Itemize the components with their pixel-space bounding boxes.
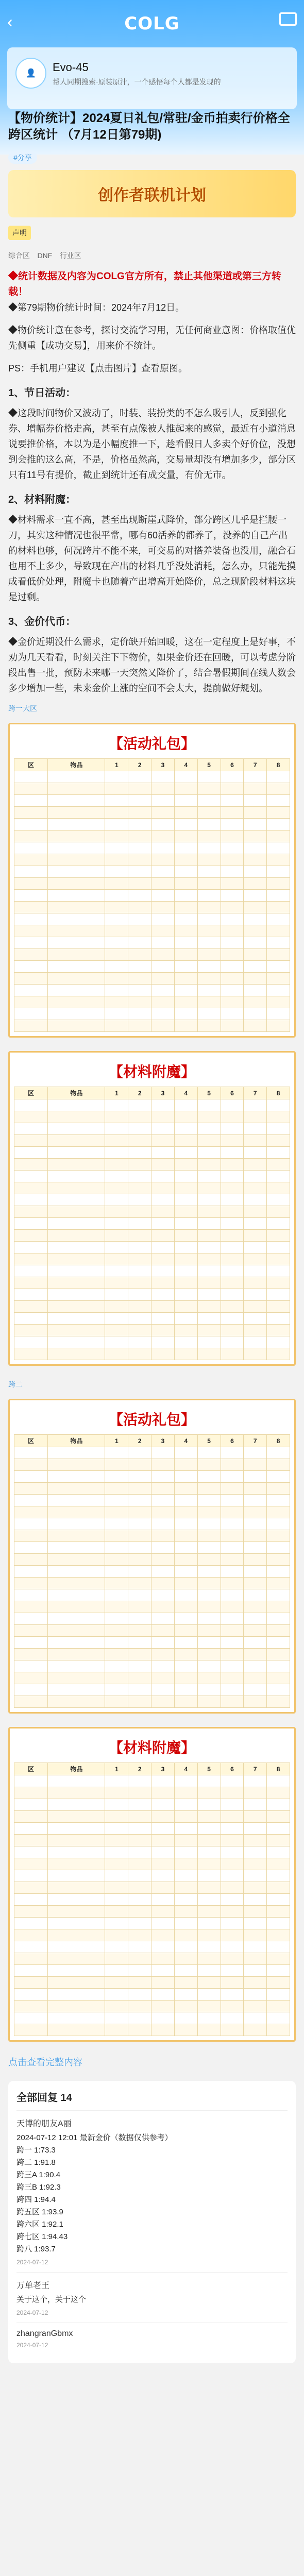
comment-item — [16, 2272, 288, 2323]
section-body-2: ◆材料需求一直不高，甚至出现断崖式降价，部分跨区几乎是拦腰一刀，其实这种情况也很平常，哪有60活养的都养了，没养的自己产出的材料也够，何况跨片不能不来，可交易的对搭养装备也没用，融合石也用不上多少，导致现在产出的材料几乎没处消耗，怎么办，只能先摸成看低价处理，附魔卡也随着产出增高开始降价，总之现阶段材料这块是过剩。 — [8, 515, 296, 602]
price-table: 区 物品 1 2 3 4 5 6 7 8 — [14, 1434, 290, 1708]
section-heading-1: 1、节日活动： — [8, 387, 76, 399]
chip[interactable]: DNF — [37, 251, 53, 260]
chip-row — [8, 250, 296, 261]
comment-author[interactable]: zhangranGbmx — [16, 2329, 73, 2338]
section-body-1: ◆这段时间物价又波动了，时装、装扮类的不怎么吸引人，反到强化券、增幅券价格走高，甚至有点像被人推起来的感觉，最近有小道消息说要推价格，本以为是小幅度推一下，趁看假日人多卖个好价位，没想到会推的这么高，不是，价格虽然高，交易量却没有增加多少，部分区只有11号有提价，截止到统计还有成交量，有价无市。 — [8, 408, 296, 480]
table-title: 【活动礼包】 — [108, 1412, 195, 1428]
comment-meta: 2024-07-12 — [16, 2259, 48, 2266]
region-label: 跨一大区 — [8, 704, 37, 713]
page-title: 【物价统计】2024夏日礼包/常驻/金币拍卖行价格全跨区统计 （7月12日第79期) — [8, 111, 290, 142]
table-activity-2 — [8, 1399, 296, 1714]
table-activity-1 — [8, 723, 296, 1038]
author-card — [7, 47, 297, 109]
region-label: 跨二 — [8, 1380, 23, 1388]
comment-item — [16, 2110, 288, 2272]
header — [0, 0, 304, 162]
comment-item — [16, 2323, 288, 2355]
table-title: 【材料附魔】 — [108, 1064, 195, 1080]
comment-author[interactable]: 万单老王 — [16, 2281, 50, 2290]
issue-line: ◆第79期物价统计时间：2024年7月12日。 — [8, 302, 185, 313]
price-table: 区 物品 1 2 3 4 5 6 7 8 — [14, 1762, 290, 2036]
price-table: 区 物品 1 2 3 4 5 6 7 8 — [14, 758, 290, 1032]
more-content-link[interactable]: 点击查看完整内容 — [8, 2057, 82, 2067]
site-logo: COLG — [124, 13, 180, 34]
ps-text: PS：手机用户建议【点击图片】查看原图。 — [8, 363, 188, 374]
back-icon[interactable]: ‹ — [7, 12, 13, 31]
share-icon[interactable] — [279, 12, 297, 26]
avatar: 👤 — [15, 58, 46, 89]
chip[interactable]: 行业区 — [59, 251, 81, 260]
comment-meta: 2024-07-12 — [16, 2309, 48, 2316]
section-heading-2: 2、材料附魔： — [8, 494, 76, 505]
comment-body: 2024-07-12 12:01 最新金价（数据仅供参考） 跨一 1:73.3 跨二 1:91.8 跨三A 1:90.4 跨三B 1:92.3 跨四 1:94.4 跨五区 1:93.9 跨六区 1:92.1 跨七区 1:94.43 跨八 1:93.7 — [16, 2133, 173, 2253]
warning-text: ◆统计数据及内容为COLG官方所有，禁止其他渠道或第三方转载！ — [8, 271, 281, 297]
section-heading-3: 3、金价代币： — [8, 616, 76, 628]
comment-body: 关于这个，关于这个 — [16, 2295, 87, 2304]
author-desc: 帮人同期搜索·原装原汁，一个感悟每个人都是发现的 — [53, 78, 221, 86]
purpose-text: ◆物价统计意在参考，探讨交流学习用，无任何商业意图：价格取值优先侧重【成功交易】，用来价不统计。 — [8, 325, 296, 351]
table-title: 【活动礼包】 — [108, 736, 195, 752]
section-body-3: ◆金价近期没什么需求，定价缺开始回暖，这在一定程度上是好事，不劝为几天看看，时刻关注下下物价，如果金价还在回暖，可以考虑分阶段出售一批，预防未来哪一天突然又降价了，结合暑假期间在线人数会多少增加一些，未来金价上涨的空间不会太大，提前做好规划。 — [8, 637, 296, 693]
table-title: 【材料附魔】 — [108, 1740, 195, 1756]
comment-meta: 2024-07-12 — [16, 2342, 48, 2349]
comment-count: 全部回复 14 — [16, 2092, 72, 2104]
comment-author[interactable]: 天博的朋友A丽 — [16, 2120, 72, 2128]
price-table: 区 物品 1 2 3 4 5 6 7 8 — [14, 1087, 290, 1360]
promo-banner[interactable]: 创作者联机计划 — [8, 170, 296, 217]
chip[interactable]: 综合区 — [8, 251, 30, 260]
post-tag[interactable]: #分享 — [8, 151, 37, 164]
author-name: Evo-45 — [53, 61, 89, 74]
tag-wrap — [8, 151, 37, 164]
comment-area — [8, 2081, 296, 2363]
section-label: 声明 — [8, 226, 31, 240]
table-materials-2 — [8, 1727, 296, 2042]
table-materials-1 — [8, 1051, 296, 1366]
content — [0, 170, 304, 2363]
